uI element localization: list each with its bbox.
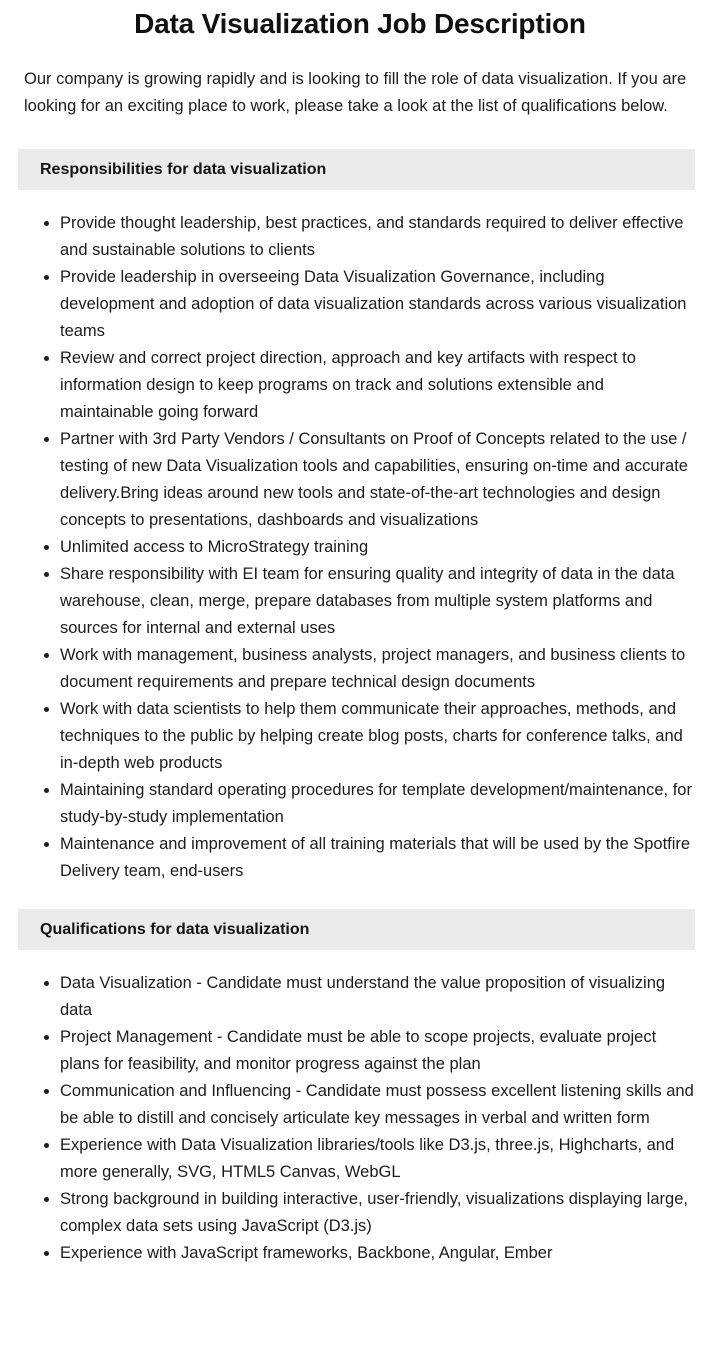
list-item: Review and correct project direction, approach and key artifacts with respect to information design to keep programs on track and solutions extensible and maintainable going forward	[0, 345, 720, 426]
list-item: Maintaining standard operating procedures for template development/maintenance, for study-by-study implementation	[0, 777, 720, 831]
list-item: Project Management - Candidate must be able to scope projects, evaluate project plans for feasibility, and monitor progress against the plan	[0, 1024, 720, 1078]
page-title: Data Visualization Job Description	[134, 8, 586, 39]
list-item: Work with management, business analysts, project managers, and business clients to document requirements and prepare technical design documents	[0, 642, 720, 696]
list-item: Experience with JavaScript frameworks, Backbone, Angular, Ember	[0, 1240, 720, 1267]
list-item: Provide thought leadership, best practices, and standards required to deliver effective and sustainable solutions to clients	[0, 210, 720, 264]
page-bottom-spacer	[0, 1267, 720, 1301]
responsibilities-list	[0, 190, 720, 885]
list-item: Work with data scientists to help them communicate their approaches, methods, and techniques to the public by helping create blog posts, charts for conference talks, and in-depth web products	[0, 696, 720, 777]
list-item: Maintenance and improvement of all training materials that will be used by the Spotfire Delivery team, end-users	[0, 831, 720, 885]
intro-paragraph: Our company is growing rapidly and is looking to fill the role of data visualization. If you are looking for an exciting place to work, please take a look at the list of qualifications below.	[24, 70, 687, 115]
list-item: Data Visualization - Candidate must understand the value proposition of visualizing data	[0, 970, 720, 1024]
list-item: Unlimited access to MicroStrategy training	[0, 534, 720, 561]
list-item: Partner with 3rd Party Vendors / Consultants on Proof of Concepts related to the use / testing of new Data Visualization tools and capabilities, ensuring on-time and accurate delivery.Bring ideas around new tools and state-of-the-art technologies and design concepts to presentations, dashboards and visualizations	[0, 426, 720, 534]
list-item: Share responsibility with EI team for ensuring quality and integrity of data in the data warehouse, clean, merge, prepare databases from multiple system platforms and sources for internal and external uses	[0, 561, 720, 642]
list-item: Communication and Influencing - Candidate must possess excellent listening skills and be able to distill and concisely articulate key messages in verbal and written form	[0, 1078, 720, 1132]
list-item: Experience with Data Visualization libraries/tools like D3.js, three.js, Highcharts, and more generally, SVG, HTML5 Canvas, WebGL	[0, 1132, 720, 1186]
section-header-qualifications: Qualifications for data visualization	[18, 909, 695, 950]
list-item: Provide leadership in overseeing Data Visualization Governance, including development and adoption of data visualization standards across various visualization teams	[0, 264, 720, 345]
qualifications-list	[0, 950, 720, 1267]
list-item: Strong background in building interactive, user-friendly, visualizations displaying large, complex data sets using JavaScript (D3.js)	[0, 1186, 720, 1240]
section-header-responsibilities: Responsibilities for data visualization	[18, 149, 695, 190]
